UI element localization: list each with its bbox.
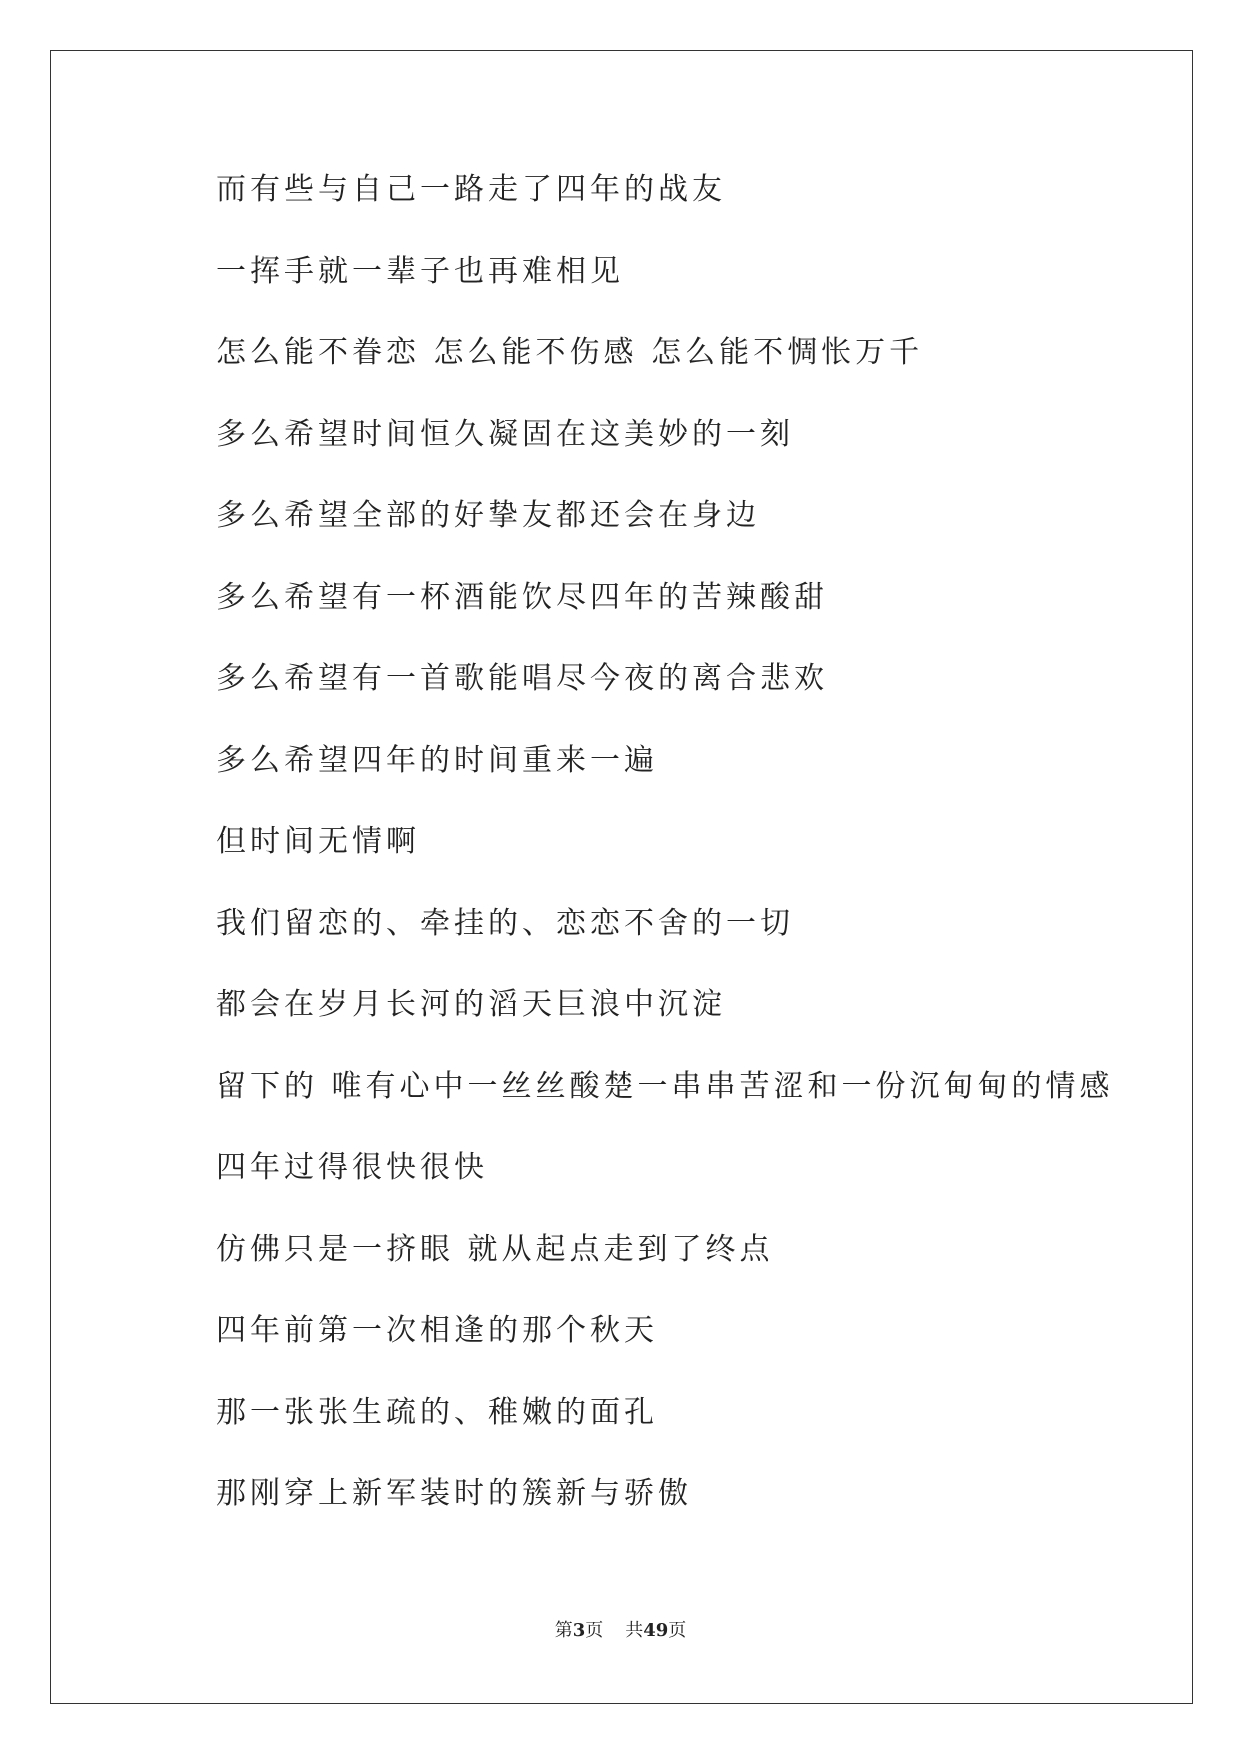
text-line: 留下的 唯有心中一丝丝酸楚一串串苦涩和一份沉甸甸的情感 [216, 1068, 1114, 1104]
text-line: 怎么能不眷恋 怎么能不伤感 怎么能不惆怅万千 [216, 335, 924, 370]
text-line: 一挥手就一辈子也再难相见 [216, 253, 624, 289]
total-prefix: 共 [625, 1620, 644, 1641]
total-suffix: 页 [668, 1620, 687, 1641]
text-line: 我们留恋的、牵挂的、恋恋不舍的一切 [216, 905, 794, 941]
text-line: 都会在岁月长河的滔天巨浪中沉淀 [216, 987, 726, 1022]
text-line: 而有些与自己一路走了四年的战友 [216, 172, 726, 207]
document-body [216, 166, 1114, 1552]
text-line: 那刚穿上新军装时的簇新与骄傲 [216, 1476, 692, 1511]
text-line: 那一张张生疏的、稚嫩的面孔 [216, 1394, 658, 1430]
text-line: 四年过得很快很快 [216, 1150, 488, 1185]
text-line: 多么希望时间恒久凝固在这美妙的一刻 [216, 416, 794, 452]
page-prefix: 第 [554, 1620, 573, 1641]
text-line: 仿佛只是一挤眼 就从起点走到了终点 [216, 1231, 774, 1267]
page-number: 3 [572, 1620, 586, 1641]
text-line: 多么希望有一杯酒能饮尽四年的苦辣酸甜 [216, 579, 828, 615]
text-line: 四年前第一次相逢的那个秋天 [216, 1313, 658, 1348]
text-line: 多么希望有一首歌能唱尽今夜的离合悲欢 [216, 661, 828, 696]
text-line: 多么希望四年的时间重来一遍 [216, 742, 658, 778]
page-footer [0, 1616, 1241, 1642]
text-line: 但时间无情啊 [216, 824, 420, 859]
text-line: 多么希望全部的好挚友都还会在身边 [216, 498, 760, 533]
total-pages: 49 [643, 1620, 669, 1641]
page-suffix: 页 [585, 1620, 604, 1641]
